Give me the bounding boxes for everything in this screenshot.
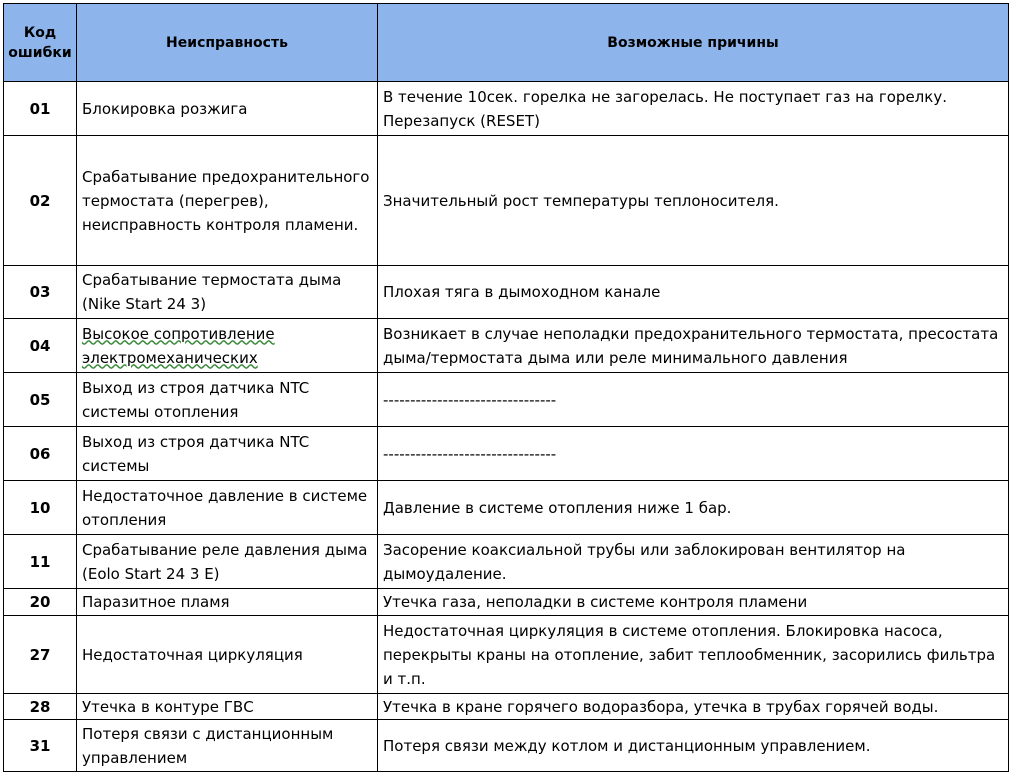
table-row: [4, 136, 1009, 266]
error-code: 02: [4, 136, 77, 266]
possible-cause: Утечка в кране горячего водоразбора, утечка в трубах горячей воды.: [378, 694, 1009, 720]
header-code-line2: ошибки: [8, 44, 72, 61]
possible-cause: Давление в системе отопления ниже 1 бар.: [378, 481, 1009, 535]
fault-description: Паразитное пламя: [77, 589, 378, 616]
error-code: 28: [4, 694, 77, 720]
table-header-row: [4, 4, 1009, 82]
possible-cause: Возникает в случае неполадки предохранительного термостата, пресостата дыма/термостата дыма или реле минимального давления: [378, 319, 1009, 373]
fault-description: Потеря связи с дистанционным управлением: [77, 720, 378, 772]
error-code: 11: [4, 535, 77, 589]
fault-description: Выход из строя датчика NTC системы отопления: [77, 373, 378, 427]
table-row: [4, 266, 1009, 319]
header-error-code: [4, 4, 77, 82]
possible-cause: Недостаточная циркуляция в системе отопления. Блокировка насоса, перекрыты краны на отопление, забит теплообменник, засорились фильтра и т.п.: [378, 616, 1009, 694]
fault-description: Срабатывание реле давления дыма (Eolo Start 24 3 E): [77, 535, 378, 589]
error-codes-table: [3, 3, 1009, 772]
error-code: 20: [4, 589, 77, 616]
table-row: [4, 694, 1009, 720]
error-code: 01: [4, 82, 77, 136]
table-row: [4, 589, 1009, 616]
fault-description: Срабатывание термостата дыма (Nike Start 24 3): [77, 266, 378, 319]
error-code: 05: [4, 373, 77, 427]
error-code: 03: [4, 266, 77, 319]
header-code-line1: Код: [23, 24, 57, 41]
fault-description: Блокировка розжига: [77, 82, 378, 136]
table-row: [4, 319, 1009, 373]
table-row: [4, 82, 1009, 136]
table-row: [4, 535, 1009, 589]
error-code: 04: [4, 319, 77, 373]
header-causes: Возможные причины: [378, 4, 1009, 82]
fault-description: Высокое сопротивление электромеханических: [77, 319, 378, 373]
table-row: [4, 616, 1009, 694]
possible-cause: --------------------------------: [378, 427, 1009, 481]
possible-cause: Утечка газа, неполадки в системе контроля пламени: [378, 589, 1009, 616]
possible-cause: В течение 10сек. горелка не загорелась. Не поступает газ на горелку. Перезапуск (RESET): [378, 82, 1009, 136]
fault-description: Утечка в контуре ГВС: [77, 694, 378, 720]
table-row: [4, 373, 1009, 427]
possible-cause: Засорение коаксиальной трубы или заблокирован вентилятор на дымоудаление.: [378, 535, 1009, 589]
fault-description: Недостаточная циркуляция: [77, 616, 378, 694]
possible-cause: Значительный рост температуры теплоносителя.: [378, 136, 1009, 266]
error-code: 31: [4, 720, 77, 772]
header-fault: Неисправность: [77, 4, 378, 82]
possible-cause: --------------------------------: [378, 373, 1009, 427]
fault-description: Недостаточное давление в системе отопления: [77, 481, 378, 535]
table-row: [4, 481, 1009, 535]
possible-cause: Потеря связи между котлом и дистанционным управлением.: [378, 720, 1009, 772]
fault-description: Выход из строя датчика NTC системы: [77, 427, 378, 481]
error-code: 10: [4, 481, 77, 535]
error-code: 06: [4, 427, 77, 481]
error-codes-table-wrapper: [3, 3, 1009, 772]
table-row: [4, 720, 1009, 772]
possible-cause: Плохая тяга в дымоходном канале: [378, 266, 1009, 319]
fault-description: Срабатывание предохранительного термостата (перегрев), неисправность контроля пламени.: [77, 136, 378, 266]
error-code: 27: [4, 616, 77, 694]
table-row: [4, 427, 1009, 481]
